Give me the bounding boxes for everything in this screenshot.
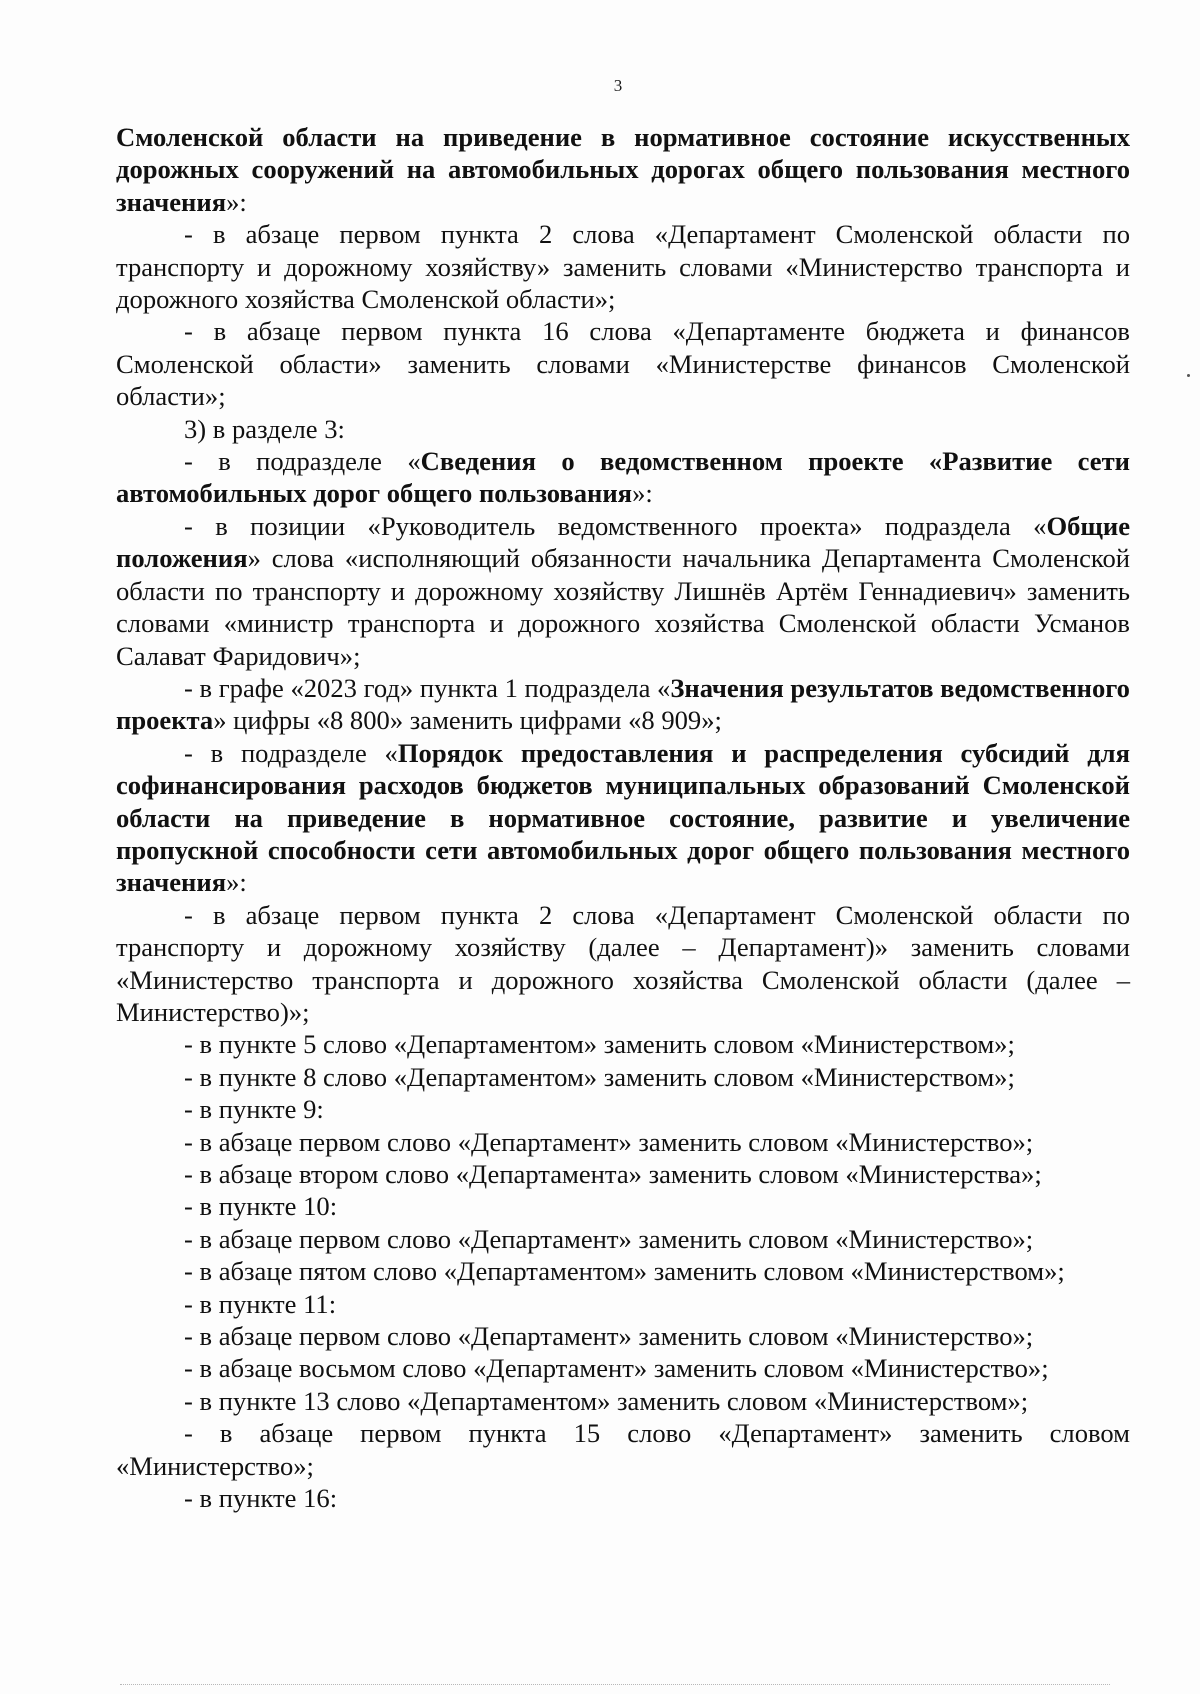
paragraph-8 — [116, 737, 1130, 899]
scan-artifact-line — [120, 1684, 1110, 1686]
paragraph-5 — [116, 445, 1130, 510]
paragraph-6-tail: » слова «исполняющий обязанности начальника Департамента Смоленской области по транспорту и дорожному хозяйству Лишнёв Артём Геннадиевич» заменить словами «министр транспорта и дорожного хозяйства Смоленской области Усманов Салават Фаридович»; — [116, 543, 1130, 671]
list-item: - в пункте 13 слово «Департаментом» заменить словом «Министерством»; — [184, 1385, 1029, 1416]
paragraph-7-pre: - в графе «2023 год» пункта 1 подраздела « — [184, 672, 671, 703]
paragraph-6 — [116, 510, 1130, 672]
list-item: - в пункте 8 слово «Департаментом» заменить словом «Министерством»; — [184, 1061, 1015, 1092]
paragraph-2: - в абзаце первом пункта 2 слова «Департамент Смоленской области по транспорту и дорожному хозяйству» заменить словами «Министерство транспорта и дорожного хозяйства Смоленской области»; — [116, 219, 1130, 315]
amendment-list — [116, 1028, 1130, 1417]
paragraph-9: - в абзаце первом пункта 2 слова «Департамент Смоленской области по транспорту и дорожному хозяйству (далее – Департамент)» заменить словами «Министерство транспорта и дорожного хозяйства Смоленской области (далее – Министерство)»; — [116, 899, 1130, 1027]
paragraph-8-tail: »: — [226, 867, 247, 898]
list-item: - в абзаце втором слово «Департамента» заменить словом «Министерства»; — [184, 1159, 1042, 1189]
paragraph-5-bold: Сведения о ведомственном проекте «Развитие сети автомобильных дорог общего пользования — [116, 446, 1130, 509]
paragraph-10: - в абзаце первом пункта 15 слово «Департамент» заменить словом «Министерство»; — [116, 1418, 1130, 1481]
list-item: - в пункте 11: — [184, 1288, 337, 1319]
list-item: - в пункте 9: — [184, 1094, 324, 1125]
list-item: - в абзаце первом слово «Департамент» заменить словом «Министерство»; — [184, 1126, 1034, 1157]
list-item: - в абзаце пятом слово «Департаментом» заменить словом «Министерством»; — [184, 1256, 1065, 1287]
paragraph-5-tail: »: — [632, 478, 653, 509]
paragraph-11: - в пункте 16: — [184, 1483, 338, 1514]
list-item: - в абзаце восьмом слово «Департамент» заменить словом «Министерство»; — [184, 1353, 1049, 1384]
document-body — [116, 121, 1130, 1514]
paragraph-6-bold: Общие положения — [116, 510, 1130, 574]
list-item: - в пункте 10: — [184, 1191, 338, 1222]
paragraph-7 — [116, 672, 1130, 737]
paragraph-7-tail: » цифры «8 800» заменить цифрами «8 909»; — [213, 705, 722, 736]
list-item: - в абзаце первом слово «Департамент» заменить словом «Министерство»; — [184, 1223, 1034, 1254]
paragraph-7-bold: Значения результатов ведомственного проекта — [116, 672, 1130, 736]
paragraph-5-pre: - в подразделе « — [184, 446, 421, 477]
paragraph-3: - в абзаце первом пункта 16 слова «Департаменте бюджета и финансов Смоленской области» заменить словами «Министерстве финансов Смоленской области»; — [116, 316, 1130, 412]
list-item: - в абзаце первом слово «Департамент» заменить словом «Министерство»; — [184, 1321, 1034, 1352]
paragraph-1-tail: »: — [226, 186, 247, 217]
paragraph-4: 3) в разделе 3: — [184, 413, 345, 444]
list-item: - в пункте 5 слово «Департаментом» заменить словом «Министерством»; — [184, 1029, 1015, 1060]
paragraph-8-pre: - в подразделе « — [184, 737, 398, 768]
paragraph-1 — [116, 121, 1130, 218]
scan-artifact — [1187, 374, 1190, 377]
paragraph-1-bold: Смоленской области на приведение в нормативное состояние искусственных дорожных сооружений на автомобильных дорогах общего пользования местного значения — [116, 122, 1130, 217]
page-number: 3 — [613, 76, 623, 95]
paragraph-6-pre: - в позиции «Руководитель ведомственного проекта» подраздела « — [184, 510, 1047, 541]
paragraph-8-bold: Порядок предоставления и распределения субсидий для софинансирования расходов бюджетов муниципальных образований Смоленской области на приведение в нормативное состояние, развитие и увеличение пропускной способности сети автомобильных дорог общего пользования местного значения — [116, 737, 1130, 898]
